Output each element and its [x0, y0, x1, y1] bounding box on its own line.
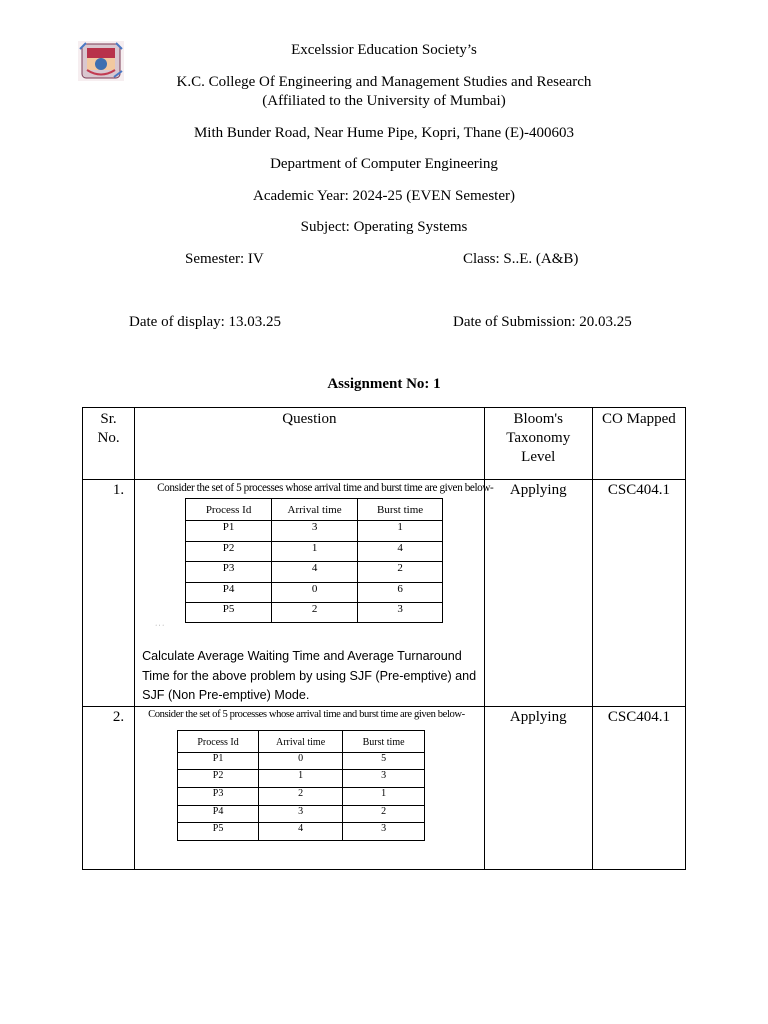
- bloom-level: Applying: [484, 706, 592, 869]
- assignment-title: Assignment No: 1: [327, 376, 441, 392]
- co-mapped-header: CO Mapped: [592, 408, 685, 480]
- bloom-header: [484, 408, 592, 480]
- semester: Semester: IV: [185, 251, 264, 267]
- arrival-time: 2: [259, 788, 343, 806]
- process-row: [178, 752, 425, 770]
- burst-time: 6: [358, 582, 443, 602]
- assignment-table: [82, 407, 686, 870]
- bloom-header-line3: Level: [521, 449, 556, 465]
- process-id: P4: [186, 582, 272, 602]
- crop-artifact: · · ·: [155, 623, 165, 630]
- process-table-header: [178, 730, 425, 752]
- arrival-time: 4: [272, 562, 358, 582]
- process-id: P3: [178, 788, 259, 806]
- process-table: [177, 730, 425, 841]
- burst-time: 3: [343, 770, 425, 788]
- process-row: [186, 541, 443, 561]
- arrival-time: 4: [259, 823, 343, 841]
- no-header-line: No.: [97, 430, 120, 446]
- col-process-id: Process Id: [186, 499, 272, 521]
- process-row: [186, 562, 443, 582]
- date-of-submission: Date of Submission: 20.03.25: [453, 314, 632, 330]
- question-instruction: Calculate Average Waiting Time and Average Turnaround Time for the above problem by using SJF (Pre-emptive) and SJF (Non Pre-emptive) Mode.: [142, 649, 477, 703]
- table-row: [83, 706, 686, 869]
- sr-number: 2.: [83, 706, 135, 869]
- col-arrival-time: Arrival time: [272, 499, 358, 521]
- bloom-header-line1: Bloom's: [513, 411, 563, 427]
- burst-time: 2: [343, 805, 425, 823]
- affiliation: (Affiliated to the University of Mumbai): [262, 93, 506, 109]
- process-id: P5: [178, 823, 259, 841]
- arrival-time: 3: [259, 805, 343, 823]
- col-burst-time: Burst time: [343, 730, 425, 752]
- college-name: K.C. College Of Engineering and Management Studies and Research: [176, 74, 592, 90]
- process-row: [178, 823, 425, 841]
- burst-time: 2: [358, 562, 443, 582]
- process-row: [178, 770, 425, 788]
- process-id: P2: [178, 770, 259, 788]
- question-intro: Consider the set of 5 processes whose arrival time and burst time are given below-: [148, 708, 465, 720]
- class: Class: S..E. (A&B): [463, 251, 579, 267]
- process-id: P1: [186, 521, 272, 541]
- burst-time: 1: [358, 521, 443, 541]
- arrival-time: 1: [259, 770, 343, 788]
- process-id: P1: [178, 752, 259, 770]
- arrival-time: 0: [272, 582, 358, 602]
- question-cell: [135, 480, 494, 707]
- sr-header-line: Sr.: [100, 411, 117, 427]
- arrival-time: 0: [259, 752, 343, 770]
- address: Mith Bunder Road, Near Hume Pipe, Kopri, Thane (E)-400603: [193, 125, 575, 141]
- subject: Subject: Operating Systems: [300, 219, 468, 235]
- department: Department of Computer Engineering: [270, 156, 498, 172]
- process-id: P4: [178, 805, 259, 823]
- arrival-time: 1: [272, 541, 358, 561]
- sr-no-header: [83, 408, 135, 480]
- bloom-header-line2: Taxonomy: [506, 430, 571, 446]
- burst-time: 3: [358, 602, 443, 622]
- col-burst-time: Burst time: [358, 499, 443, 521]
- process-table-header: [186, 499, 443, 521]
- question-cell: [135, 706, 485, 869]
- question-header: Question: [135, 408, 485, 480]
- process-row: [186, 521, 443, 541]
- co-mapped: CSC404.1: [592, 706, 685, 869]
- table-row: [83, 480, 686, 707]
- sr-number: 1.: [83, 480, 135, 707]
- col-process-id: Process Id: [178, 730, 259, 752]
- process-row: [186, 602, 443, 622]
- burst-time: 4: [358, 541, 443, 561]
- burst-time: 5: [343, 752, 425, 770]
- society-name: Excelssior Education Society’s: [291, 42, 477, 58]
- academic-year: Academic Year: 2024-25 (EVEN Semester): [252, 188, 515, 204]
- process-row: [178, 788, 425, 806]
- process-row: [186, 582, 443, 602]
- date-of-display: Date of display: 13.03.25: [129, 314, 282, 330]
- arrival-time: 2: [272, 602, 358, 622]
- process-row: [178, 805, 425, 823]
- process-id: P3: [186, 562, 272, 582]
- process-table: [185, 498, 443, 623]
- process-id: P2: [186, 541, 272, 561]
- arrival-time: 3: [272, 521, 358, 541]
- table-header-row: [83, 408, 686, 480]
- bloom-level: Applying: [484, 480, 592, 707]
- burst-time: 1: [343, 788, 425, 806]
- co-mapped: CSC404.1: [592, 480, 685, 707]
- col-arrival-time: Arrival time: [259, 730, 343, 752]
- question-intro: Consider the set of 5 processes whose arrival time and burst time are given below-: [157, 482, 494, 494]
- burst-time: 3: [343, 823, 425, 841]
- process-id: P5: [186, 602, 272, 622]
